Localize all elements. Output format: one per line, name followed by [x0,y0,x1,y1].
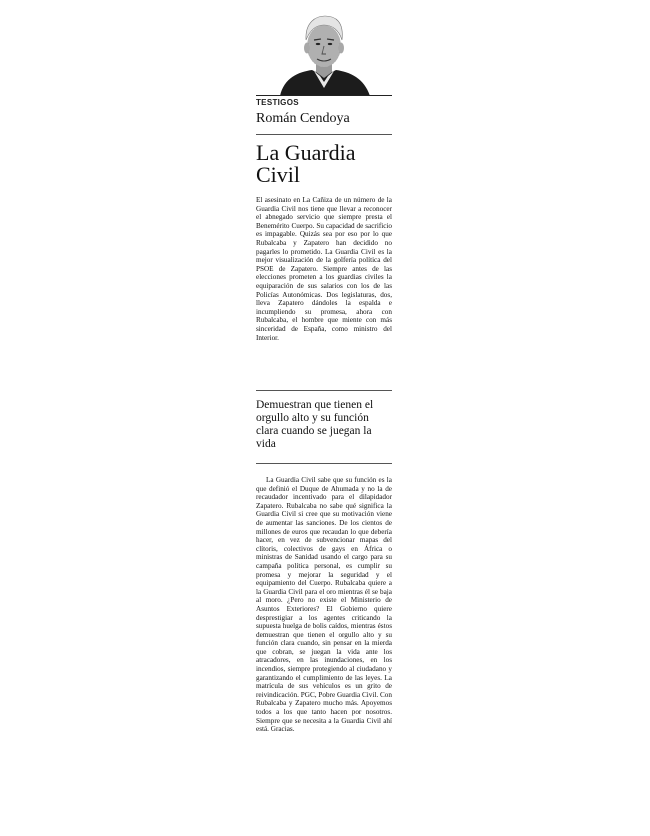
author-portrait-image [272,10,376,96]
pull-quote-top-divider [256,390,392,391]
paragraph: El asesinato en La Cañiza de un número de la Guardia Civil nos tiene que llevar a reconocer el abnegado servicio que siempre presta el Benemérito Cuerpo. Su capacidad de sacrificio es impagable. Quizás sea por eso por lo que Rubalcaba y Zapatero han decidido no pagarles lo prometido. La Guardia Civil es la mejor visualización de la golfería política del PSOE de Zapatero. Siempre antes de las elecciones prometen a los guardias civiles la equiparación de sus salarios con los de las Policías Autonómicas. Dos legislaturas, dos, lleva Zapatero dándoles la espalda e incumpliendo su promesa, ahora con Rubalcaba, el hombre que miente con más sinceridad de España, como ministro del Interior. [256,196,392,342]
article-body-part-1 [256,196,392,342]
author-divider [256,134,392,135]
paragraph: La Guardia Civil sabe que su función es la que definió el Duque de Ahumada y no la de recaudador incentivado para el dilapidador Zapatero. Rubalcaba no sabe qué significa la Guardia Civil si cree que su motivación viene de aumentar las sanciones. De los cientos de millones de euros que recaudan lo que debería hacer, en vez de subvencionar mapas del clítoris, colectivos de gays en África o ministras de Sanidad usando el cargo para su campaña política personal, es cumplir su promesa y mejorar la seguridad y el equipamiento del Cuerpo. Rubalcaba quiere a la Guardia Civil para el oro mientras él se baja al moro. ¿Pero no existe el Ministerio de Asuntos Exteriores? El Gobierno quiere desprestigiar a los agentes criticando la supuesta huelga de bolis caídos, mientras éstos demuestran que tienen el orgullo alto y su función clara cuando, sin pensar en la mierda que cobran, se juegan la vida ante los atracadores, en las inundaciones, en los incendios, siempre protegiendo al ciudadano y garantizando el cumplimiento de las leyes. La matrícula de sus vehículos es un grito de reivindicación. PGC, Pobre Guardia Civil. Con Rubalcaba y Zapatero mucho más. Apoyemos todos a los que tanto hacen por nosotros. Siempre que se necesita a la Guardia Civil ahí está. Gracias. [256,476,392,734]
top-divider [256,95,392,96]
pull-quote: Demuestran que tienen el orgullo alto y su función clara cuando se juegan la vida [256,399,374,450]
section-label: TESTIGOS [256,98,299,107]
pull-quote-bottom-divider [256,463,392,464]
article-headline: La Guardia Civil [256,140,356,187]
article-body-part-2 [256,476,392,734]
author-name: Román Cendoya [256,111,350,126]
